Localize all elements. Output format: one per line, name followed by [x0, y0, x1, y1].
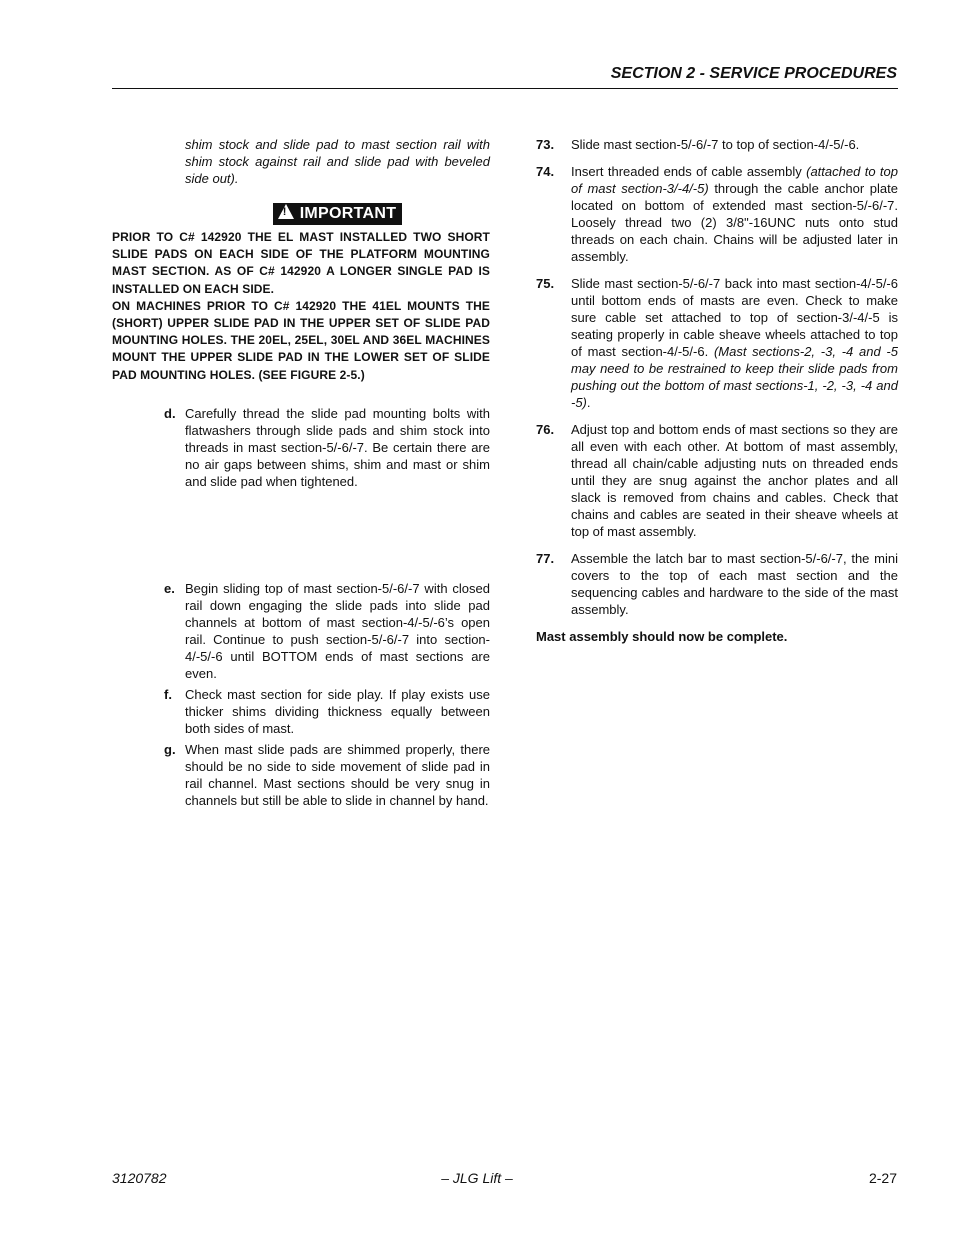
step-number: 76. [536, 422, 555, 437]
footer-doc-number: 3120782 [112, 1170, 167, 1186]
step-label: g. [164, 741, 176, 757]
continued-instruction: shim stock and slide pad to mast section rail with shim stock against rail and slide pad with beveled side out). [185, 137, 490, 186]
step-text: Adjust top and bottom ends of mast sections so they are all even with each other. At bottom of mast assembly, thread all chain/cable adjusting nuts on threaded ends until they are snug against the anchor plates and all slack is removed from chains and cables. Check that chains and cables are seated in their sheave wheels at top of mast assembly. [571, 422, 898, 539]
step-number: 75. [536, 276, 555, 291]
step-text-part: Slide mast section-5/-6/-7 back into mast section-4/-5/-6 until bottom ends of masts are even. Check to make sure cable set attached to top of section-3/-4/-5 is seating properly in cable sheave wheels attached to top of mast section-4/-5/-6. [571, 276, 898, 359]
important-callout [112, 203, 490, 225]
step-number: 73. [536, 137, 555, 152]
step-g [112, 741, 490, 809]
step-text: Slide mast section-5/-6/-7 to top of section-4/-5/-6. [571, 137, 860, 152]
step-d [112, 405, 490, 490]
left-column [112, 136, 490, 809]
step-76 [536, 421, 898, 540]
important-label: IMPORTANT [299, 205, 397, 222]
step-number: 74. [536, 164, 555, 179]
step-text [571, 275, 898, 411]
header-divider [112, 88, 898, 89]
step-text: Check mast section for side play. If play exists use thicker shims dividing thickness equally between both sides of mast. [185, 686, 490, 736]
step-e [112, 580, 490, 682]
warning-triangle-icon [278, 204, 294, 219]
important-badge [273, 203, 403, 225]
important-text-1: PRIOR TO C# 142920 THE EL MAST INSTALLED TWO SHORT SLIDE PADS ON EACH SIDE OF THE PLATFORM MOUNTING MAST SECTION. AS OF C# 142920 A LONGER SINGLE PAD IS INSTALLED ON EACH SIDE. [112, 230, 490, 296]
footer-center: – JLG Lift – [441, 1170, 513, 1186]
step-text [571, 163, 898, 265]
step-text-part: . [586, 395, 591, 410]
step-label: d. [164, 405, 176, 421]
step-77 [536, 550, 898, 618]
footer-page-number: 2-27 [868, 1170, 897, 1186]
step-text: Assemble the latch bar to mast section-5/-6/-7, the mini covers to the top of each mast section and the sequencing cables and hardware to the side of the mast assembly. [571, 551, 898, 617]
closing-note: Mast assembly should now be complete. [536, 629, 788, 644]
step-text: Begin sliding top of mast section-5/-6/-7 with closed rail down engaging the slide pads into slide pad channels at bottom of mast section-4/-5/-6’s open rail. Continue to push section-5/-6/-7 into section-4/-5/-6 until BOTTOM ends of mast sections are even. [185, 580, 490, 681]
step-number: 77. [536, 551, 555, 566]
step-73 [536, 136, 898, 153]
step-74 [536, 163, 898, 265]
right-column [536, 136, 898, 645]
step-label: e. [164, 580, 175, 596]
section-title: SECTION 2 - SERVICE PROCEDURES [610, 65, 897, 82]
step-text: When mast slide pads are shimmed properly, there should be no side to side movement of slide pad in rail channel. Mast sections should be very snug in channels but still be able to slide in channel by hand. [185, 741, 490, 808]
step-text: Carefully thread the slide pad mounting bolts with flatwashers through slide pads and shim stock into threads in mast section-5/-6/-7. Be certain there are no air gaps between shims, shim and mast or shim and slide pad when tightened. [185, 405, 490, 489]
important-text-2: ON MACHINES PRIOR TO C# 142920 THE 41EL MOUNTS THE (SHORT) UPPER SLIDE PAD IN THE UPPER SET OF SLIDE PAD MOUNTING HOLES. THE 20EL, 25EL, 30EL AND 36EL MACHINES MOUNT THE UPPER SLIDE PAD IN THE LOWER SET OF SLIDE PAD MOUNTING HOLES. (SEE FIGURE 2-5.) [112, 298, 490, 382]
step-text-part: Insert threaded ends of cable assembly [571, 164, 807, 179]
step-75 [536, 275, 898, 411]
step-text-part: through the cable anchor plate located on bottom of extended mast section-5/-6/-7. Loosely thread two (2) 3/8"-16UNC nuts onto stud threads on each chain. Chains will be adjusted later in assembly. [571, 181, 898, 264]
step-text-italic: (attached to top of mast section-3/-4/-5) [571, 164, 898, 196]
step-f [112, 686, 490, 737]
step-text-italic: (Mast sections-2, -3, -4 and -5 may need to be restrained to keep their slide pads from pushing out the bottom of mast sections-1, -2, -3, -4 and -5) [571, 344, 898, 410]
step-label: f. [164, 686, 172, 702]
